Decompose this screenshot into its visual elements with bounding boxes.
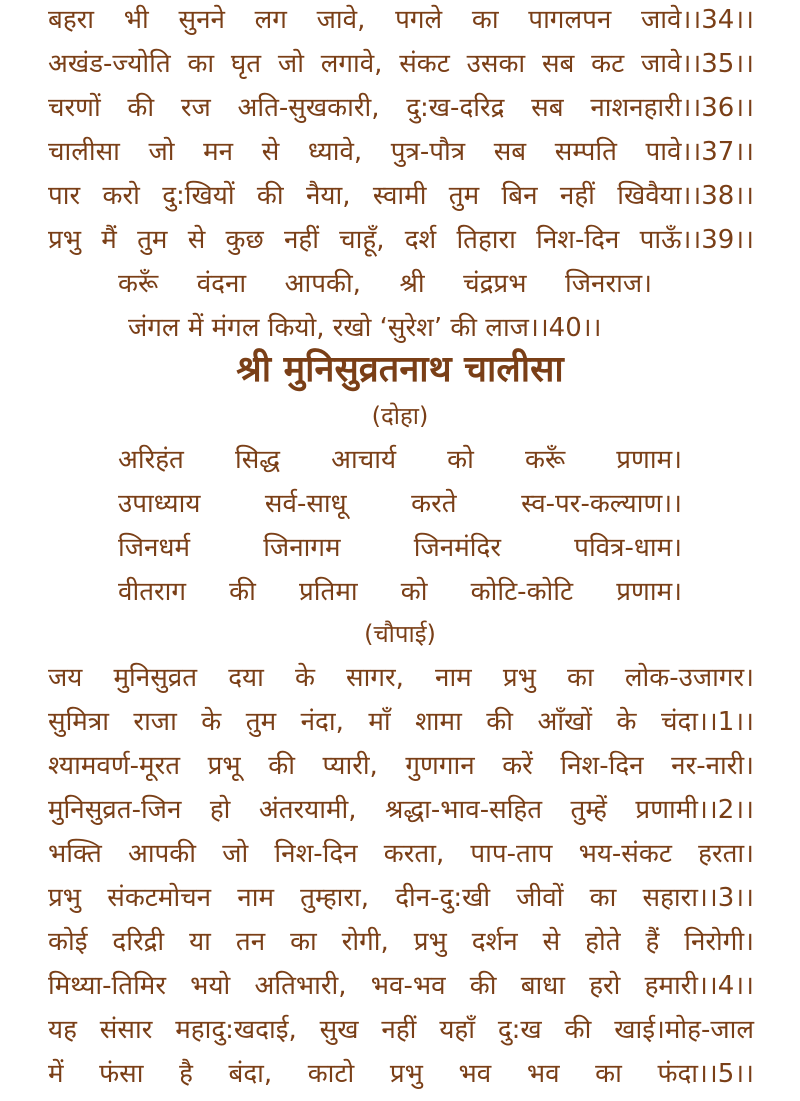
chaupai-line: श्यामवर्ण-मूरत प्रभू की प्यारी, गुणगान करें निश-दिन नर-नारी। [48,751,754,781]
page-title: श्री मुनिसुव्रतनाथ चालीसा [236,349,564,390]
chaupai-line: जय मुनिसुव्रत दया के सागर, नाम प्रभु का लोक-उजागर। [48,663,754,693]
verse-line: पार करो दु:खियों की नैया, स्वामी तुम बिन नहीं खिवैया।।38।। [48,181,754,211]
closing-couplet-line: करूँ वंदना आपकी, श्री चंद्रप्रभ जिनराज। [118,269,652,299]
doha-line: अरिहंत सिद्ध आचार्य को करूँ प्रणाम। [118,445,682,475]
doha-line: जिनधर्म जिनागम जिनमंदिर पवित्र-धाम। [118,533,682,563]
doha-line: वीतराग की प्रतिमा को कोटि-कोटि प्रणाम। [118,577,682,607]
chaupai-line: यह संसार महादु:खदाई, सुख नहीं यहाँ दु:ख की खाई।मोह-जाल [48,1015,754,1045]
verse-line: चालीसा जो मन से ध्यावे, पुत्र-पौत्र सब सम्पति पावे।।37।। [48,137,754,167]
chaupai-line: कोई दरिद्री या तन का रोगी, प्रभु दर्शन से होते हैं निरोगी। [48,927,754,957]
closing-couplet-line: जंगल में मंगल कियो, रखो ‘सुरेश’ की लाज।।40।। [128,313,602,343]
chaupai-label: (चौपाई) [364,620,436,648]
verse-line: अखंड-ज्योति का घृत जो लगावे, संकट उसका सब कट जावे।।35।। [48,49,754,79]
verse-line: चरणों की रज अति-सुखकारी, दु:ख-दरिद्र सब नाशनहारी।।36।। [48,93,754,123]
chaupai-line: मिथ्या-तिमिर भयो अतिभारी, भव-भव की बाधा हरो हमारी।।4।। [48,971,754,1001]
verse-line: प्रभु मैं तुम से कुछ नहीं चाहूँ, दर्श तिहारा निश-दिन पाऊँ।।39।। [48,225,754,255]
chaupai-line: प्रभु संकटमोचन नाम तुम्हारा, दीन-दु:खी जीवों का सहारा।।3।। [48,883,754,913]
chaupai-line: मुनिसुव्रत-जिन हो अंतरयामी, श्रद्धा-भाव-सहित तुम्हें प्रणामी।।2।। [48,795,754,825]
doha-line: उपाध्याय सर्व-साधू करते स्व-पर-कल्याण।। [118,489,682,519]
doha-label: (दोहा) [371,402,429,430]
chaupai-line: भक्ति आपकी जो निश-दिन करता, पाप-ताप भय-संकट हरता। [48,839,754,869]
chaupai-line: में फंसा है बंदा, काटो प्रभु भव भव का फंदा।।5।। [48,1059,754,1089]
verse-line: बहरा भी सुनने लग जावे, पगले का पागलपन जावे।।34।। [48,5,754,35]
chaupai-line: सुमित्रा राजा के तुम नंदा, माँ शामा की आँखों के चंदा।।1।। [48,707,754,737]
